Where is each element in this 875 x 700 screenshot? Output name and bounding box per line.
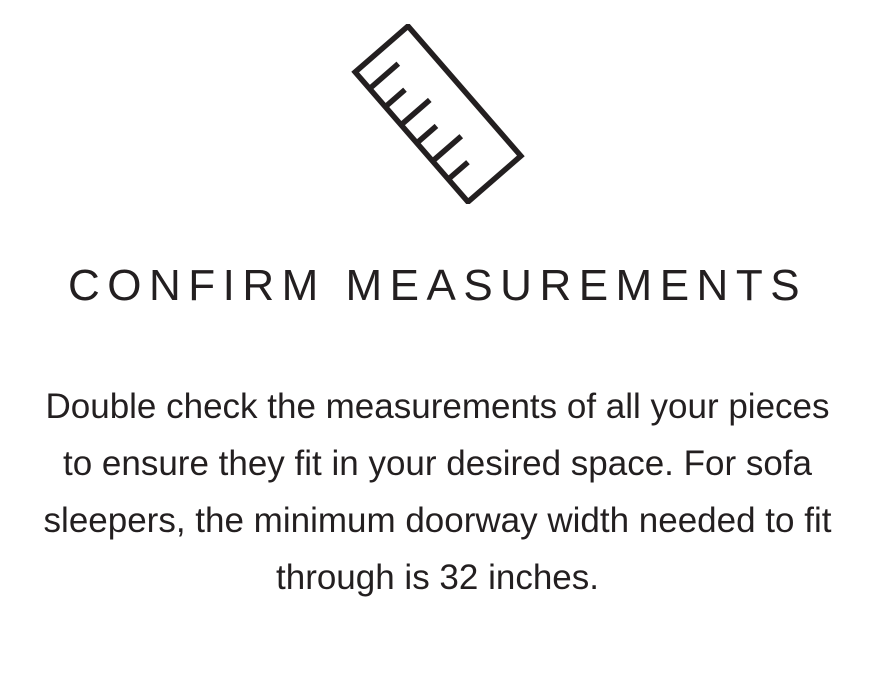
body-text: Double check the measurements of all your pieces to ensure they fit in your desired space. For sofa sleepers, the minimum doorway width needed to fit through is 32 inches. [43,387,832,597]
icon-container [333,24,543,204]
page-title: CONFIRM MEASUREMENTS [67,261,808,310]
ruler-icon [333,24,543,204]
